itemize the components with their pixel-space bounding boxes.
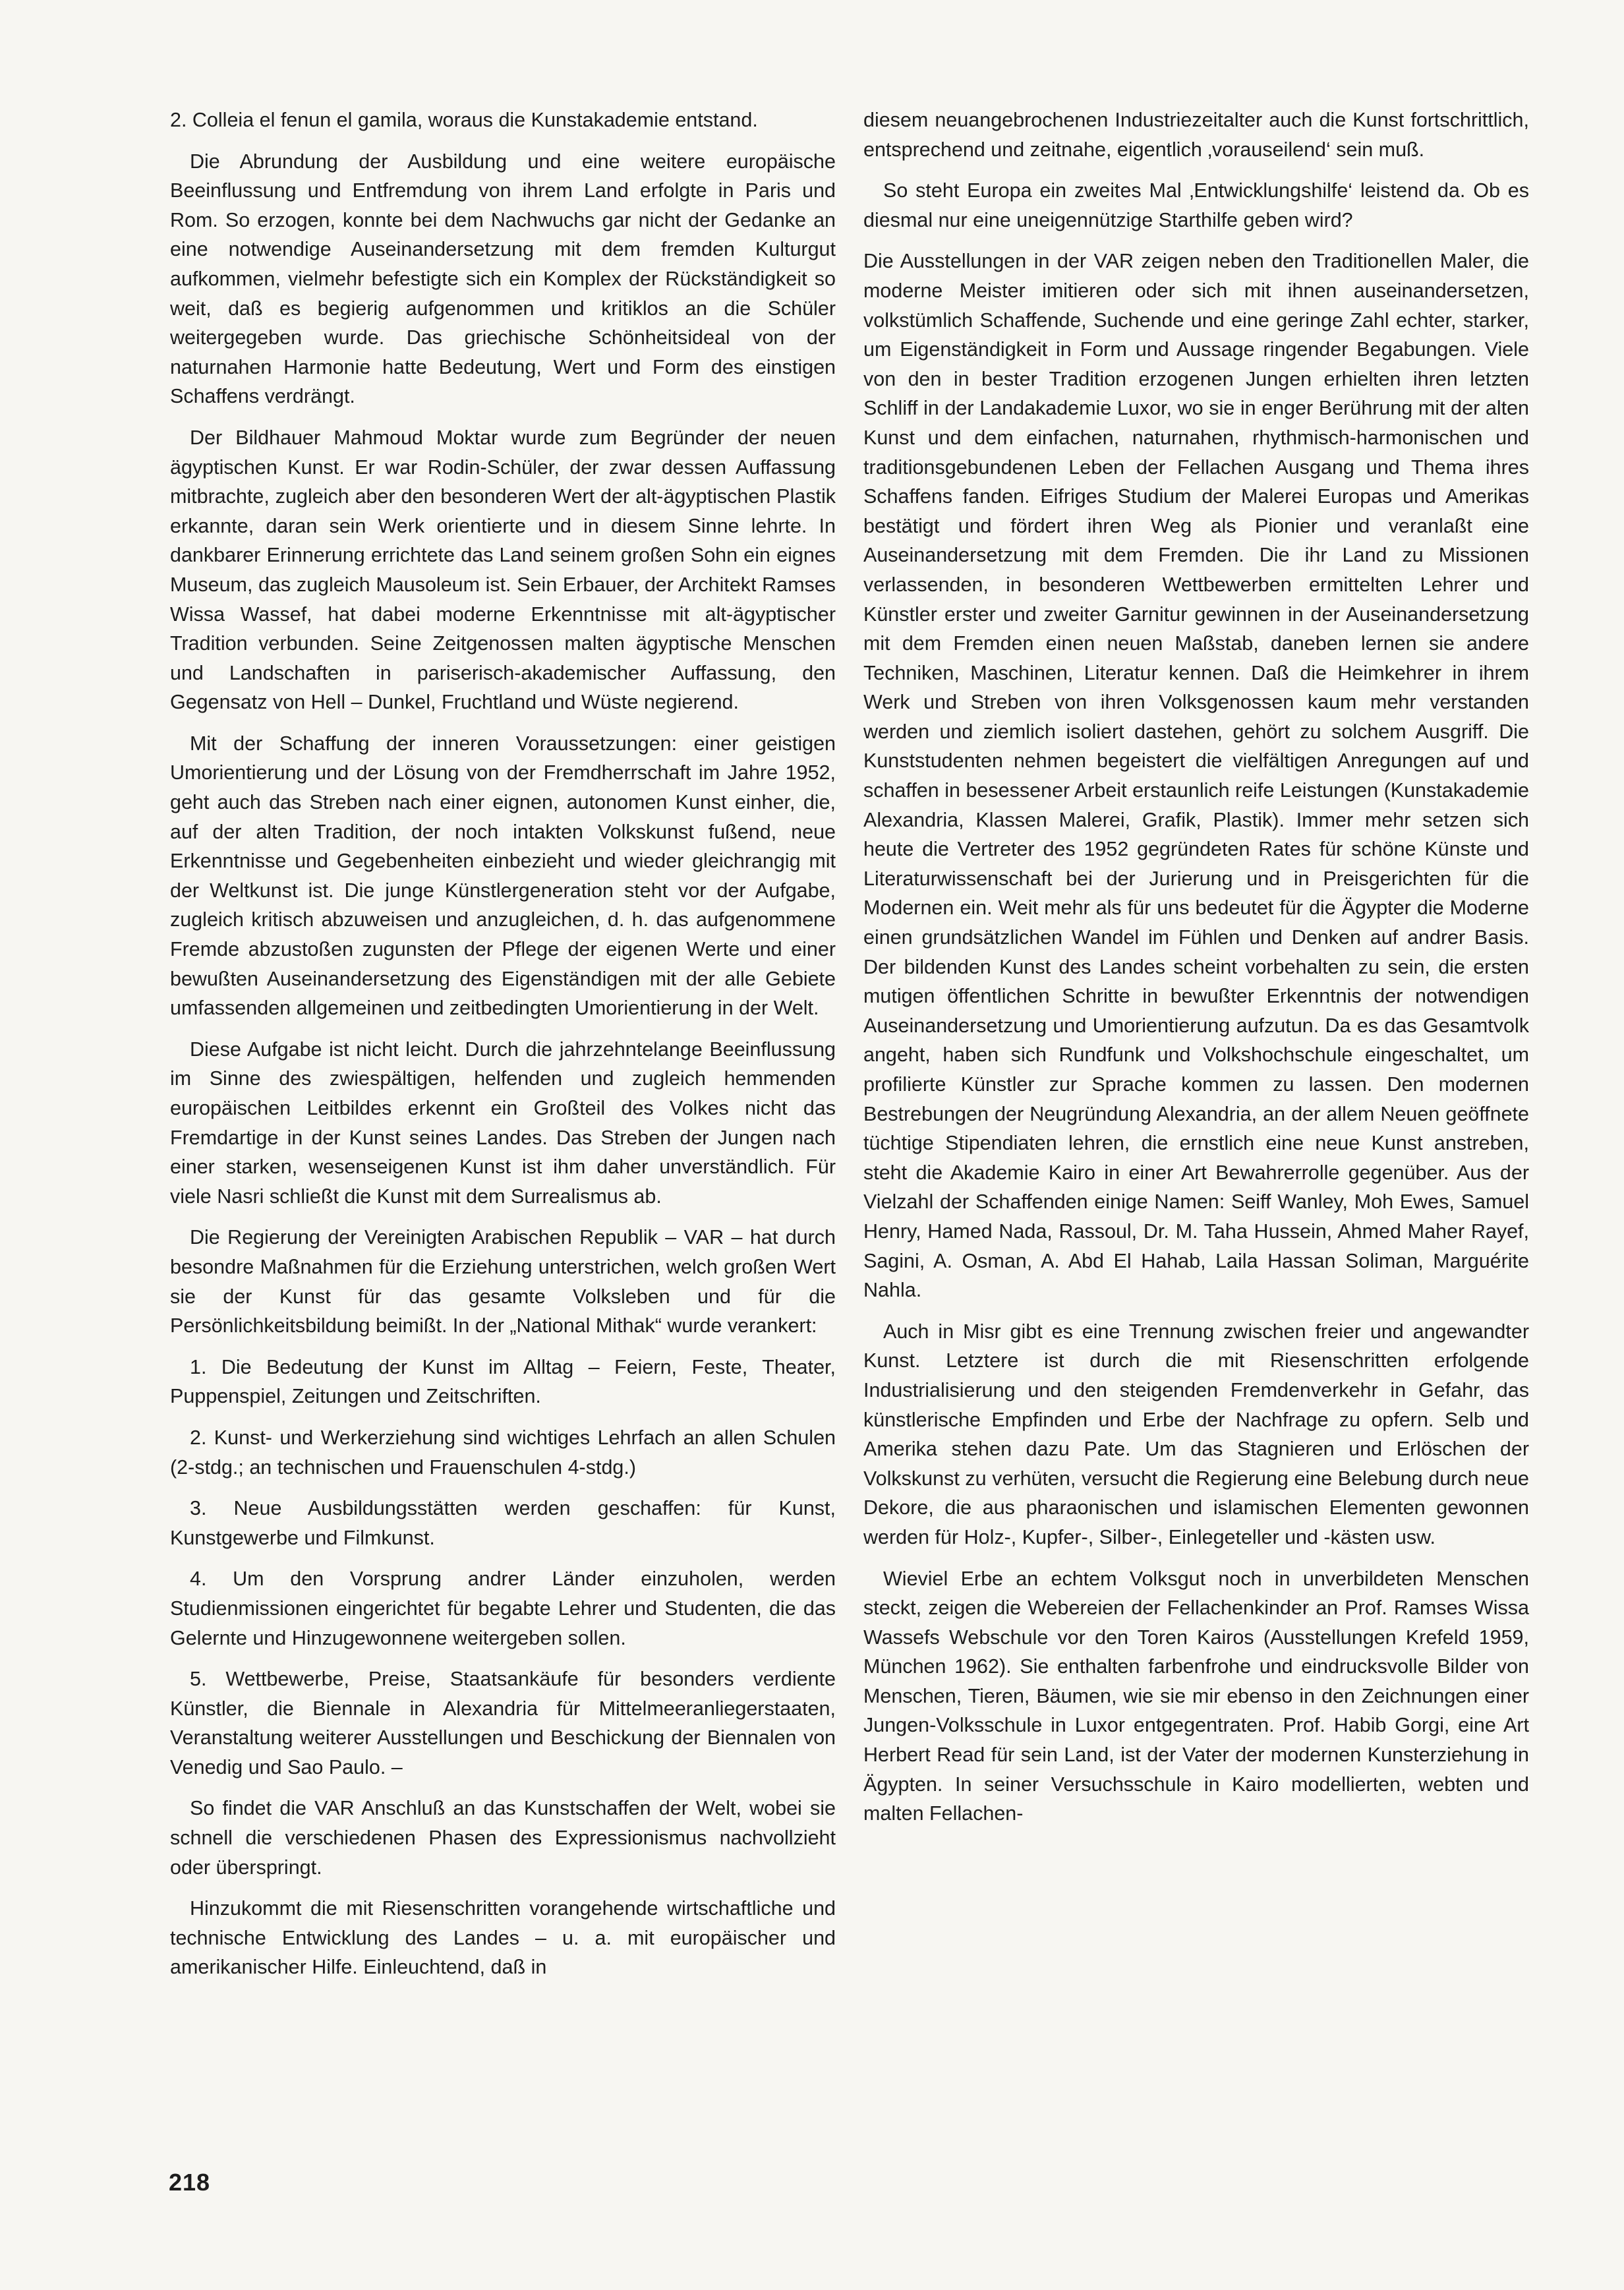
paragraph: diesem neuangebrochenen Industriezeitalter auch die Kunst fortschrittlich, entsprechend und zeitnahe, eigentlich ‚vorauseilend‘ sein muß. bbox=[863, 109, 1529, 161]
paragraph: Der Bildhauer Mahmoud Moktar wurde zum Begründer der neuen ägyptischen Kunst. Er war Rodin-Schüler, der zwar dessen Auffassung mitbrachte, zugleich aber den besonderen Wert der alt-ägyptischen Plastik erkannte, daran sein Werk orientierte und in diesem Sinne lehrte. In dankbarer Erinnerung errichtete das Land seinem großen Sohn ein eignes Museum, das zugleich Mausoleum ist. Sein Erbauer, der Architekt Ramses Wissa Wassef, hat dabei moderne Erkenntnisse mit alt-ägyptischer Tradition verbunden. Seine Zeitgenossen malten ägyptische Menschen und Landschaften in pariserisch-akademischer Auffassung, den Gegensatz von Hell – Dunkel, Fruchtland und Wüste negierend. bbox=[170, 426, 836, 714]
list-item: 1. Die Bedeutung der Kunst im Alltag – Feiern, Feste, Theater, Puppenspiel, Zeitungen und Zeitschriften. bbox=[170, 1355, 836, 1408]
paragraph: Wieviel Erbe an echtem Volksgut noch in unverbildeten Menschen steckt, zeigen die Webereien der Fellachenkinder an Prof. Ramses Wissa Wassefs Webschule vor den Toren Kairos (Ausstellungen Krefeld 1959, München 1962). Sie enthalten farbenfrohe und eindrucksvolle Bilder von Menschen, Tieren, Bäumen, wie sie mir ebenso in den Zeichnungen einer Jungen-Volksschule in Luxor entgegentraten. Prof. Habib Gorgi, eine Art Herbert Read für sein Land, ist der Vater der modernen Kunsterziehung in Ägypten. In seiner Versuchsschule in Kairo modellierten, webten und malten Fellachen- bbox=[863, 1567, 1529, 1825]
left-text-column bbox=[170, 105, 836, 1994]
right-text-column bbox=[863, 105, 1529, 1840]
paragraph: Mit der Schaffung der inneren Voraussetzungen: einer geistigen Umorientierung und der Lösung von der Fremdherrschaft im Jahre 1952, geht auch das Streben nach einer eignen, autonomen Kunst einher, die, auf der alten Tradition, der noch intakten Volkskunst fußend, neue Erkenntnisse und Gegebenheiten einbezieht und wieder gleichrangig mit der Weltkunst ist. Die junge Künstlergeneration steht vor der Aufgabe, zugleich kritisch abzuweisen und anzugleichen, d. h. das aufgenommene Fremde abzustoßen zugunsten der Pflege der eigenen Werte und einer bewußten Auseinandersetzung des Eigenständigen mit der alle Gebiete umfassenden allgemeinen und zeitbedingten Umorientierung in der Welt. bbox=[170, 732, 836, 1020]
paragraph: Die Regierung der Vereinigten Arabischen Republik – VAR – hat durch besondre Maßnahmen für die Erziehung unterstrichen, welch großen Wert sie der Kunst für das gesamte Volksleben und für die Persönlichkeitsbildung beimißt. In der „National Mithak“ wurde verankert: bbox=[170, 1226, 836, 1337]
paragraph: 2. Colleia el fenun el gamila, woraus die Kunstakademie entstand. bbox=[170, 109, 758, 131]
paragraph: Hinzukommt die mit Riesenschritten vorangehende wirtschaftliche und technische Entwicklung des Landes – u. a. mit europäischer und amerikanischer Hilfe. Einleuchtend, daß in bbox=[170, 1897, 836, 1979]
list-item: 5. Wettbewerbe, Preise, Staatsankäufe für besonders verdiente Künstler, die Biennale in Alexandria für Mittelmeeranliegerstaaten, Veranstaltung weiterer Ausstellungen und Beschickung der Biennalen von Venedig und Sao Paulo. – bbox=[170, 1668, 836, 1778]
list-item: 4. Um den Vorsprung andrer Länder einzuholen, werden Studienmissionen eingerichtet für begabte Lehrer und Studenten, die das Gelernte und Hinzugewonnene weitergeben sollen. bbox=[170, 1568, 836, 1649]
paragraph: So findet die VAR Anschluß an das Kunstschaffen der Welt, wobei sie schnell die verschiedenen Phasen des Expressionismus nachvollzieht oder überspringt. bbox=[170, 1797, 836, 1879]
paragraph: Die Abrundung der Ausbildung und eine weitere europäische Beeinflussung und Entfremdung von ihrem Land erfolgte in Paris und Rom. So erzogen, konnte bei dem Nachwuchs gar nicht der Gedanke an eine notwendige Auseinandersetzung mit dem fremden Kulturgut aufkommen, vielmehr befestigte sich ein Komplex der Rückständigkeit so weit, daß es begierig aufgenommen und kritiklos an die Schüler weitergegeben wurde. Das griechische Schönheitsideal von der naturnahen Harmonie hatte Bedeutung, Wert und Form des einstigen Schaffens verdrängt. bbox=[170, 150, 836, 408]
list-item: 3. Neue Ausbildungsstätten werden geschaffen: für Kunst, Kunstgewerbe und Filmkunst. bbox=[170, 1497, 836, 1549]
list-item: 2. Kunst- und Werkerziehung sind wichtiges Lehrfach an allen Schulen (2-stdg.; an technischen und Frauenschulen 4-stdg.) bbox=[170, 1426, 836, 1479]
page-number: 218 bbox=[169, 2169, 211, 2196]
paragraph: Diese Aufgabe ist nicht leicht. Durch die jahrzehntelange Beeinflussung im Sinne des zwiespältigen, helfenden und zugleich hemmenden europäischen Leitbildes erkennt ein Großteil des Volkes nicht das Fremdartige in der Kunst seines Landes. Das Streben der Jungen nach einer starken, wesenseigenen Kunst ist ihm daher unverständlich. Für viele Nasri schließt die Kunst mit dem Surrealismus ab. bbox=[170, 1038, 836, 1208]
paragraph: Die Ausstellungen in der VAR zeigen neben den Traditionellen Maler, die moderne Meister imitieren oder sich mit ihnen auseinandersetzen, volkstümlich Schaffende, Suchende und eine geringe Zahl echter, starker, um Eigenständigkeit in Form und Aussage ringender Begabungen. Viele von den in bester Tradition erzogenen Jungen erhielten ihren letzten Schliff in der Landakademie Luxor, wo sie in enger Berührung mit der alten Kunst und dem einfachen, naturnahen, rhythmisch-harmonischen und traditionsgebundenen Leben der Fellachen Ausgang und Thema ihres Schaffens fanden. Eifriges Studium der Malerei Europas und Amerikas bestätigt und fördert ihren Weg als Pionier und veranlaßt eine Auseinandersetzung mit dem Fremden. Die ihr Land zu Missionen verlassenden, in besonderen Wettbewerben ermittelten Lehrer und Künstler erster und zweiter Garnitur gewinnen in der Auseinandersetzung mit dem Fremden einen neuen Maßstab, daneben lernen sie andere Techniken, Maschinen, Literatur kennen. Daß die Heimkehrer in ihrem Werk und Streben von ihren Volksgenossen kaum mehr verstanden werden und ziemlich isoliert dastehen, gehört zu solchem Ausgriff. Die Kunststudenten nehmen begeistert die vielfältigen Anregungen auf und schaffen in besessener Arbeit erstaunlich reife Leistungen (Kunstakademie Alexandria, Klassen Malerei, Grafik, Plastik). Immer mehr setzen sich heute die Vertreter des 1952 gegründeten Rates für schöne Künste und Literaturwissenschaft bei der Jurierung und in Preisgerichten für die Modernen ein. Weit mehr als für uns bedeutet für die Ägypter die Moderne einen grundsätzlichen Wandel im Fühlen und Denken auf andrer Basis. Der bildenden Kunst des Landes scheint vorbehalten zu sein, die ersten mutigen öffentlichen Schritte in bewußter Erkenntnis der notwendigen Auseinandersetzung und Umorientierung aufzutun. Da es das Gesamtvolk angeht, haben sich Rundfunk und Volkshochschule eingeschaltet, um profilierte Künstler zur Sprache kommen zu lassen. Den modernen Bestrebungen der Neugründung Alexandria, an der allem Neuen geöffnete tüchtige Stipendiaten lehren, die ernstlich eine neue Kunst anstreben, steht die Akademie Kairo in einer Art Bewahrerrolle gegenüber. Aus der Vielzahl der Schaffenden einige Namen: Seiff Wanley, Moh Ewes, Samuel Henry, Hamed Nada, Rassoul, Dr. M. Taha Hussein, Ahmed Maher Rayef, Sagini, A. Osman, A. Abd El Hahab, Laila Hassan Soliman, Marguérite Nahla. bbox=[863, 250, 1529, 1302]
paragraph: Auch in Misr gibt es eine Trennung zwischen freier und angewandter Kunst. Letztere ist durch die mit Riesenschritten erfolgende Industrialisierung und den steigenden Fremdenverkehr in Gefahr, das künstlerische Empfinden und Erbe der Nachfrage zu opfern. Selb und Amerika stehen dazu Pate. Um das Stagnieren und Erlöschen der Volkskunst zu verhüten, versucht die Regierung eine Belebung durch neue Dekore, die aus pharaonischen und islamischen Elementen gewonnen werden für Holz-, Kupfer-, Silber-, Einlegeteller und -kästen usw. bbox=[863, 1320, 1529, 1548]
paragraph: So steht Europa ein zweites Mal ‚Entwicklungshilfe‘ leistend da. Ob es diesmal nur eine uneigennützige Starthilfe geben wird? bbox=[863, 179, 1529, 231]
